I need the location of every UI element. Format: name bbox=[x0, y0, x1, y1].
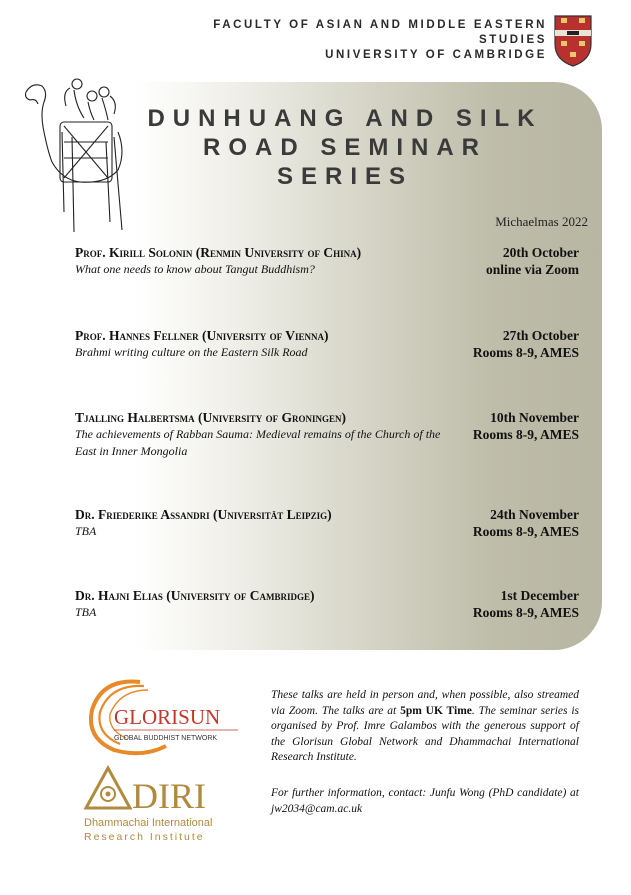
title-line3: SERIES bbox=[276, 163, 414, 190]
talk-topic: TBA bbox=[75, 605, 97, 619]
talk-topic: What one needs to know about Tangut Buddhism? bbox=[75, 262, 315, 276]
term-label: Michaelmas 2022 bbox=[495, 214, 588, 229]
talk-venue: Rooms 8-9, AMES bbox=[472, 524, 579, 539]
talk-speaker: Dr. Friederike Assandri (Universität Leipzig) bbox=[75, 507, 332, 522]
talk-speaker: Dr. Hajni Elias (University of Cambridge) bbox=[75, 588, 315, 603]
talk-entry bbox=[75, 409, 579, 460]
talk-meta bbox=[473, 587, 579, 621]
glorisun-name: GLORISUN bbox=[114, 705, 221, 729]
talk-date: 20th October bbox=[502, 245, 579, 260]
info-text-2: . The seminar series is organised by Prof. Imre Galambos with the generous support of the Glorisun Global Network and Dhammachai International Research Institute. bbox=[271, 704, 580, 763]
talk-speaker: Prof. Hannes Fellner (University of Vienna) bbox=[75, 328, 329, 343]
talk-date: 27th October bbox=[502, 328, 579, 343]
university-name: UNIVERSITY OF CAMBRIDGE bbox=[325, 49, 547, 61]
seminar-title bbox=[120, 104, 570, 191]
faculty-line1: FACULTY OF ASIAN AND MIDDLE EASTERN bbox=[213, 19, 547, 31]
diri-subtitle-2: Research Institute bbox=[84, 831, 205, 843]
talk-date: 10th November bbox=[490, 410, 579, 425]
talk-topic: Brahmi writing culture on the Eastern Silk Road bbox=[75, 345, 308, 359]
glorisun-subtitle: GLOBAL BUDDHIST NETWORK bbox=[114, 735, 218, 742]
info-time: 5pm UK Time bbox=[400, 704, 472, 717]
talk-venue: online via Zoom bbox=[485, 262, 579, 277]
talk-entry bbox=[75, 244, 579, 278]
talk-meta bbox=[473, 327, 579, 361]
diri-name: DIRI bbox=[132, 776, 206, 816]
talk-entry bbox=[75, 587, 579, 621]
talk-venue: Rooms 8-9, AMES bbox=[472, 427, 579, 442]
talk-venue: Rooms 8-9, AMES bbox=[472, 605, 579, 620]
talk-speaker: Tjalling Halbertsma (University of Groningen) bbox=[75, 410, 346, 425]
glorisun-logo bbox=[82, 674, 242, 756]
faculty-line2: STUDIES bbox=[478, 34, 547, 46]
talk-date: 24th November bbox=[490, 507, 579, 522]
cambridge-crest-icon bbox=[553, 14, 593, 68]
talk-speaker: Prof. Kirill Solonin (Renmin University of China) bbox=[75, 245, 362, 260]
talk-meta bbox=[486, 244, 579, 278]
talk-topic: The achievements of Rabban Sauma: Medieval remains of the Church of the East in Inner Mongolia bbox=[75, 427, 441, 458]
contact-paragraph: For further information, contact: Junfu Wong (PhD candidate) at jw2034@cam.ac.uk bbox=[271, 787, 579, 815]
talk-venue: Rooms 8-9, AMES bbox=[472, 345, 579, 360]
title-line1: DUNHUANG AND SILK bbox=[147, 105, 543, 132]
diri-logo bbox=[82, 764, 234, 846]
talk-meta bbox=[473, 409, 579, 443]
diri-subtitle-1: Dhammachai International bbox=[84, 817, 213, 829]
title-line2: ROAD SEMINAR bbox=[202, 134, 487, 161]
talk-entry bbox=[75, 327, 579, 361]
talk-entry bbox=[75, 506, 579, 540]
faculty-header bbox=[213, 18, 547, 63]
talk-topic: TBA bbox=[75, 524, 97, 538]
info-paragraph bbox=[271, 688, 579, 766]
info-text-1: These talks are held in person and, when possible, also streamed via Zoom. The talks are at bbox=[271, 689, 579, 717]
talk-date: 1st December bbox=[500, 588, 579, 603]
talk-meta bbox=[473, 506, 579, 540]
